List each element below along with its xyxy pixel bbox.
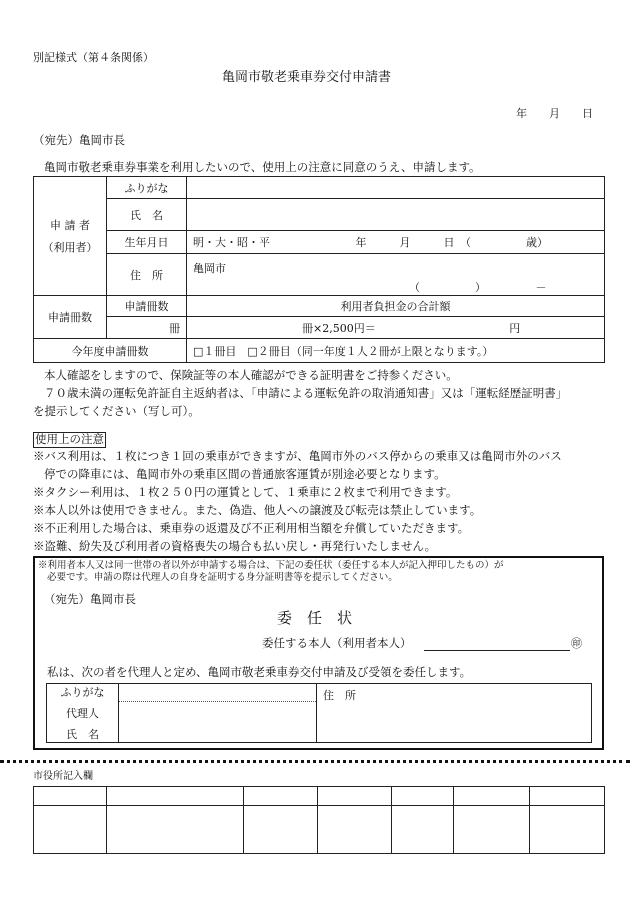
office-cell[interactable]	[34, 806, 107, 854]
office-use-label: 市役所記入欄	[33, 771, 93, 782]
name-field[interactable]	[187, 199, 605, 231]
office-cell[interactable]	[244, 787, 318, 806]
address-city: 亀岡市	[193, 262, 226, 275]
proxy-address-label: 住 所	[323, 689, 356, 702]
proxy-furigana-divider	[119, 701, 316, 702]
office-cell[interactable]	[530, 806, 605, 854]
form-reference: 別記様式（第４条関係）	[33, 51, 154, 64]
this-year-options[interactable]	[187, 339, 605, 363]
note-identity: 本人確認をしますので、保険証等の本人確認ができる証明書をご持参ください。	[44, 368, 458, 382]
this-year-checkboxes: □１冊目 □２冊目（同一年度１人２冊が上限となります。）	[193, 344, 494, 358]
note-license-2: を提示してください（写し可）。	[33, 404, 200, 418]
furigana-label: ふりがな	[107, 177, 187, 199]
books-count-header: 申請冊数	[107, 296, 187, 317]
birth-date-fields: 年 月 日 （ 歳）	[355, 236, 548, 249]
phone-fields: （ ） －	[409, 281, 547, 294]
office-cell[interactable]	[107, 787, 244, 806]
caution-item: ※タクシー利用は、１枚２５０円の運賃として、１乗車に２枚まで利用できます。	[33, 485, 458, 499]
office-use-table	[33, 786, 605, 854]
delegation-addressee: （宛先）亀岡市長	[44, 592, 136, 606]
books-section-label: 申請冊数	[34, 296, 107, 339]
addressee: （宛先）亀岡市長	[33, 133, 125, 147]
office-cell[interactable]	[107, 806, 244, 854]
proxy-address-field[interactable]	[317, 684, 592, 743]
note-license-1: ７０歳未満の運転免許証自主返納者は、「申請による運転免許の取消通知書」又は「運転経歴証明書」	[44, 386, 568, 400]
birth-label: 生年月日	[107, 231, 187, 254]
birth-field[interactable]	[187, 231, 605, 254]
name-label: 氏 名	[107, 199, 187, 231]
caution-item: ※不正利用した場合は、乗車券の返還及び不正利用相当額を弁償していただきます。	[33, 521, 470, 535]
birth-eras: 明・大・昭・平	[193, 236, 270, 249]
proxy-name-field[interactable]	[119, 684, 317, 743]
caution-item: 停での降車には、亀岡市外の乗車区間の普通旅客運賃が別途必要となります。	[44, 467, 446, 481]
address-label: 住 所	[107, 254, 187, 296]
delegation-statement: 私は、次の者を代理人と定め、亀岡市敬老乗車券交付申請及び受領を委任します。	[47, 665, 472, 679]
proxy-label-cell	[47, 684, 119, 743]
form-title: 亀岡市敬老乗車券交付申請書	[222, 70, 392, 85]
delegation-title: 委 任 状	[277, 609, 353, 627]
applicant-section-label	[34, 177, 107, 296]
applicant-label: 申 請 者	[50, 219, 90, 232]
office-cell[interactable]	[34, 787, 107, 806]
books-count-field[interactable]: 冊	[107, 317, 187, 339]
caution-heading: 使用上の注意	[35, 432, 104, 446]
furigana-field[interactable]	[187, 177, 605, 199]
office-cell[interactable]	[392, 806, 454, 854]
office-cell[interactable]	[530, 787, 605, 806]
caution-item: ※盗難、紛失及び利用者の資格喪失の場合も払い戻し・再発行いたしません。	[33, 539, 437, 553]
user-label: （利用者）	[42, 241, 98, 254]
books-total-field[interactable]	[187, 317, 605, 339]
principal-signature-field[interactable]	[424, 650, 570, 651]
books-total-header: 利用者負担金の合計額	[187, 296, 605, 317]
application-table	[33, 176, 605, 363]
caution-item: ※本人以外は使用できません。また、偽造、他人への譲渡及び転売は禁止しています。	[33, 503, 482, 517]
principal-label: 委任する本人（利用者本人）	[262, 636, 412, 650]
separator-line	[0, 760, 630, 763]
caution-item: ※バス利用は、１枚につき１回の乗車ができますが、亀岡市外のバス停からの乗車又は亀岡市外のバス	[33, 449, 562, 463]
office-cell[interactable]	[244, 806, 318, 854]
proxy-table	[46, 683, 592, 743]
office-cell[interactable]	[318, 787, 392, 806]
proxy-label: 代理人	[66, 707, 99, 720]
office-cell[interactable]	[392, 787, 454, 806]
delegation-notice-2: 必要です。申請の際は代理人の自身を証明する身分証明書等を提示してください。	[47, 572, 398, 583]
date-line[interactable]: 年 月 日	[516, 107, 593, 120]
proxy-name-label: 氏 名	[66, 728, 99, 741]
address-field[interactable]	[187, 254, 605, 296]
office-cell[interactable]	[454, 787, 530, 806]
proxy-furigana-label: ふりがな	[60, 686, 105, 699]
this-year-label: 今年度申請冊数	[34, 339, 187, 363]
office-cell[interactable]	[318, 806, 392, 854]
books-yen: 円	[509, 321, 521, 335]
seal-mark: ㊞	[571, 637, 582, 650]
books-formula: 冊×2,500円＝	[302, 321, 376, 335]
office-cell[interactable]	[454, 806, 530, 854]
delegation-notice-1: ※利用者本人又は同一世帯の者以外が申請する場合は、下記の委任状（委任する本人が記入押印したもの）が	[38, 560, 504, 571]
intro-text: 亀岡市敬老乗車券事業を利用したいので、使用上の注意に同意のうえ、申請します。	[44, 160, 481, 174]
